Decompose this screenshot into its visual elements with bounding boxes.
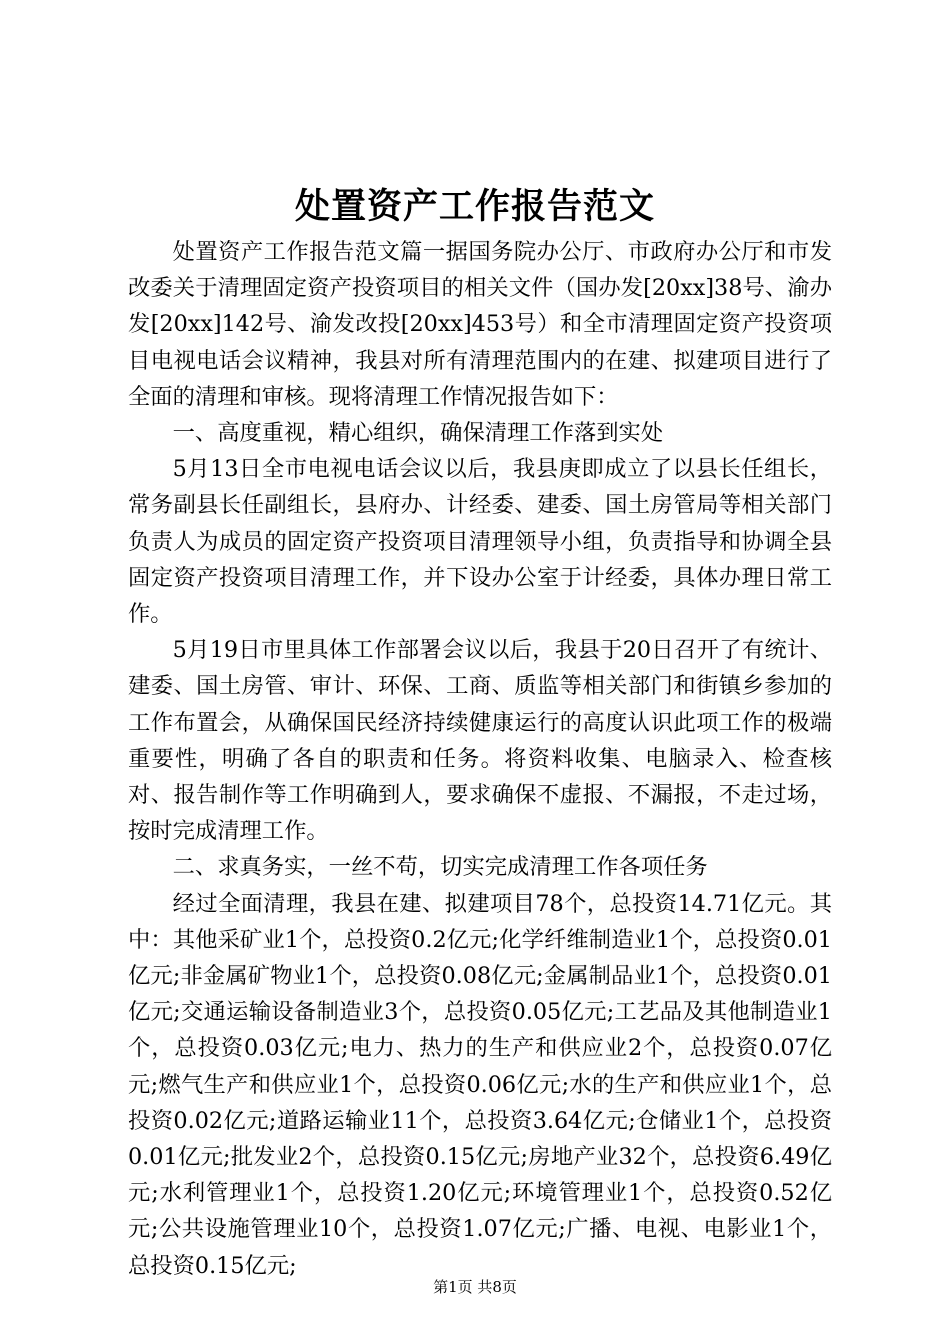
paragraph-project-statistics: 经过全面清理，我县在建、拟建项目78个，总投资14.71亿元。其中：其他采矿业1个，总投资0.2亿元;化学纤维制造业1个，总投资0.01亿元;非金属矿物业1个，总投资0.08亿元;金属制品业1个，总投资0.01亿元;交通运输设备制造业3个，总投资0.05亿元;工艺品及其他制造业1个，总投资0.03亿元;电力、热力的生产和供应业2个，总投资0.07亿元;燃气生产和供应业1个，总投资0.06亿元;水的生产和供应业1个，总投资0.02亿元;道路运输业11个，总投资3.64亿元;仓储业1个，总投资0.01亿元;批发业2个，总投资0.15亿元;房地产业32个，总投资6.49亿元;水利管理业1个，总投资1.20亿元;环境管理业1个，总投资0.52亿元;公共设施管理业10个，总投资1.07亿元;广播、电视、电影业1个，总投资0.15亿元; (128, 890, 832, 1279)
section-heading-2: 二、求真务实，一丝不苟，切实完成清理工作各项任务 (172, 854, 708, 881)
section-heading-1: 一、高度重视，精心组织，确保清理工作落到实处 (172, 420, 664, 447)
paragraph-leadership-group: 5月13日全市电视电话会议以后，我县庚即成立了以县长任组长，常务副县长任副组长，县府办、计经委、建委、国土房管局等相关部门负责人为成员的固定资产投资项目清理领导小组，负责指导和协调全县固定资产投资项目清理工作，并下设办公室于计经委，具体办理日常工作。 (128, 456, 832, 628)
paragraph-intro: 处置资产工作报告范文篇一据国务院办公厅、市政府办公厅和市发改委关于清理固定资产投资项目的相关文件（国办发[20xx]38号、渝办发[20xx]142号、渝发改投[20xx]453号）和全市清理固定资产投资项目电视电话会议精神，我县对所有清理范围内的在建、拟建项目进行了全面的清理和审核。现将清理工作情况报告如下： (128, 239, 832, 410)
paragraph-work-meeting: 5月19日市里具体工作部署会议以后，我县于20日召开了有统计、建委、国土房管、审计、环保、工商、质监等相关部门和街镇乡参加的工作布置会，从确保国民经济持续健康运行的高度认识此项工作的极端重要性，明确了各自的职责和任务。将资料收集、电脑录入、检查核对、报告制作等工作明确到人，要求确保不虚报、不漏报，不走过场，按时完成清理工作。 (128, 637, 832, 845)
page-footer: 第1页 共8页 (433, 1278, 517, 1296)
document-title: 处置资产工作报告范文 (294, 186, 655, 227)
document-body (128, 234, 832, 1284)
